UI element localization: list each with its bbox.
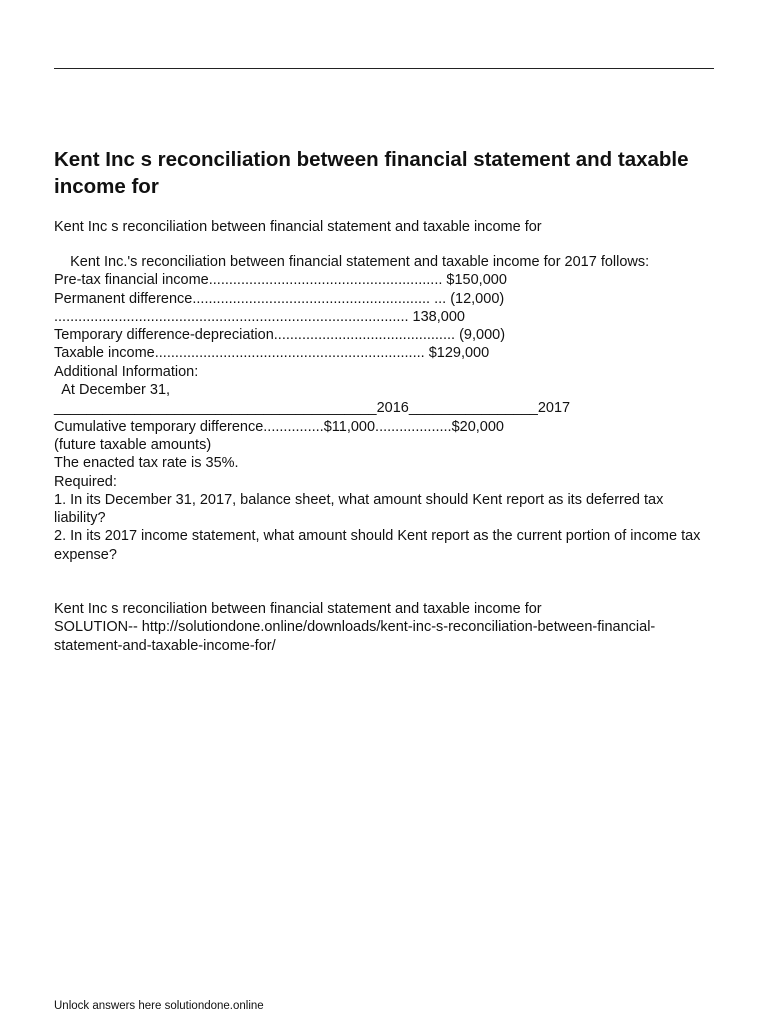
body-line-question-2: 2. In its 2017 income statement, what amount should Kent report as the current portion of income tax expense? bbox=[54, 528, 701, 563]
body-line-permanent: Permanent difference........................................................... ... (12,000) bbox=[54, 290, 505, 307]
problem-body bbox=[54, 253, 714, 564]
body-line-subtotal: ........................................................................................ 138,000 bbox=[54, 308, 465, 325]
solution-line-title: Kent Inc s reconciliation between financial statement and taxable income for bbox=[54, 601, 542, 617]
body-line-taxable: Taxable income................................................................... $129,000 bbox=[54, 345, 490, 362]
solution-block bbox=[54, 600, 714, 655]
body-line-years: ________________________________________2016________________2017 bbox=[54, 400, 571, 417]
body-line-required: Required: bbox=[54, 473, 117, 490]
body-line-rate: The enacted tax rate is 35%. bbox=[54, 455, 239, 472]
body-line-question-1: 1. In its December 31, 2017, balance sheet, what amount should Kent report as its deferred tax liability? bbox=[54, 491, 664, 527]
solution-line-link[interactable]: SOLUTION-- http://solutiondone.online/downloads/kent-inc-s-reconciliation-between-financial- bbox=[54, 619, 656, 636]
page-title: Kent Inc s reconciliation between financial statement and taxable income for bbox=[54, 148, 689, 198]
body-line-temporary: Temporary difference-depreciation............................................. (9,000) bbox=[54, 327, 506, 344]
body-line-future: (future taxable amounts) bbox=[54, 436, 212, 453]
body-line-date: At December 31, bbox=[54, 382, 171, 399]
solution-line-link-continued[interactable]: statement-and-taxable-income-for/ bbox=[54, 637, 276, 654]
footer-note: Unlock answers here solutiondone.online bbox=[54, 1000, 264, 1012]
top-divider bbox=[54, 68, 714, 69]
body-line-cumulative: Cumulative temporary difference...............$11,000...................$20,000 bbox=[54, 418, 504, 435]
subtitle: Kent Inc s reconciliation between financial statement and taxable income for bbox=[54, 219, 542, 235]
body-line-additional: Additional Information: bbox=[54, 363, 199, 380]
body-line-pretax: Pre-tax financial income.......................................................... $150,000 bbox=[54, 272, 507, 289]
body-line-intro: Kent Inc.'s reconciliation between financial statement and taxable income for 2017 follows: bbox=[54, 254, 650, 270]
